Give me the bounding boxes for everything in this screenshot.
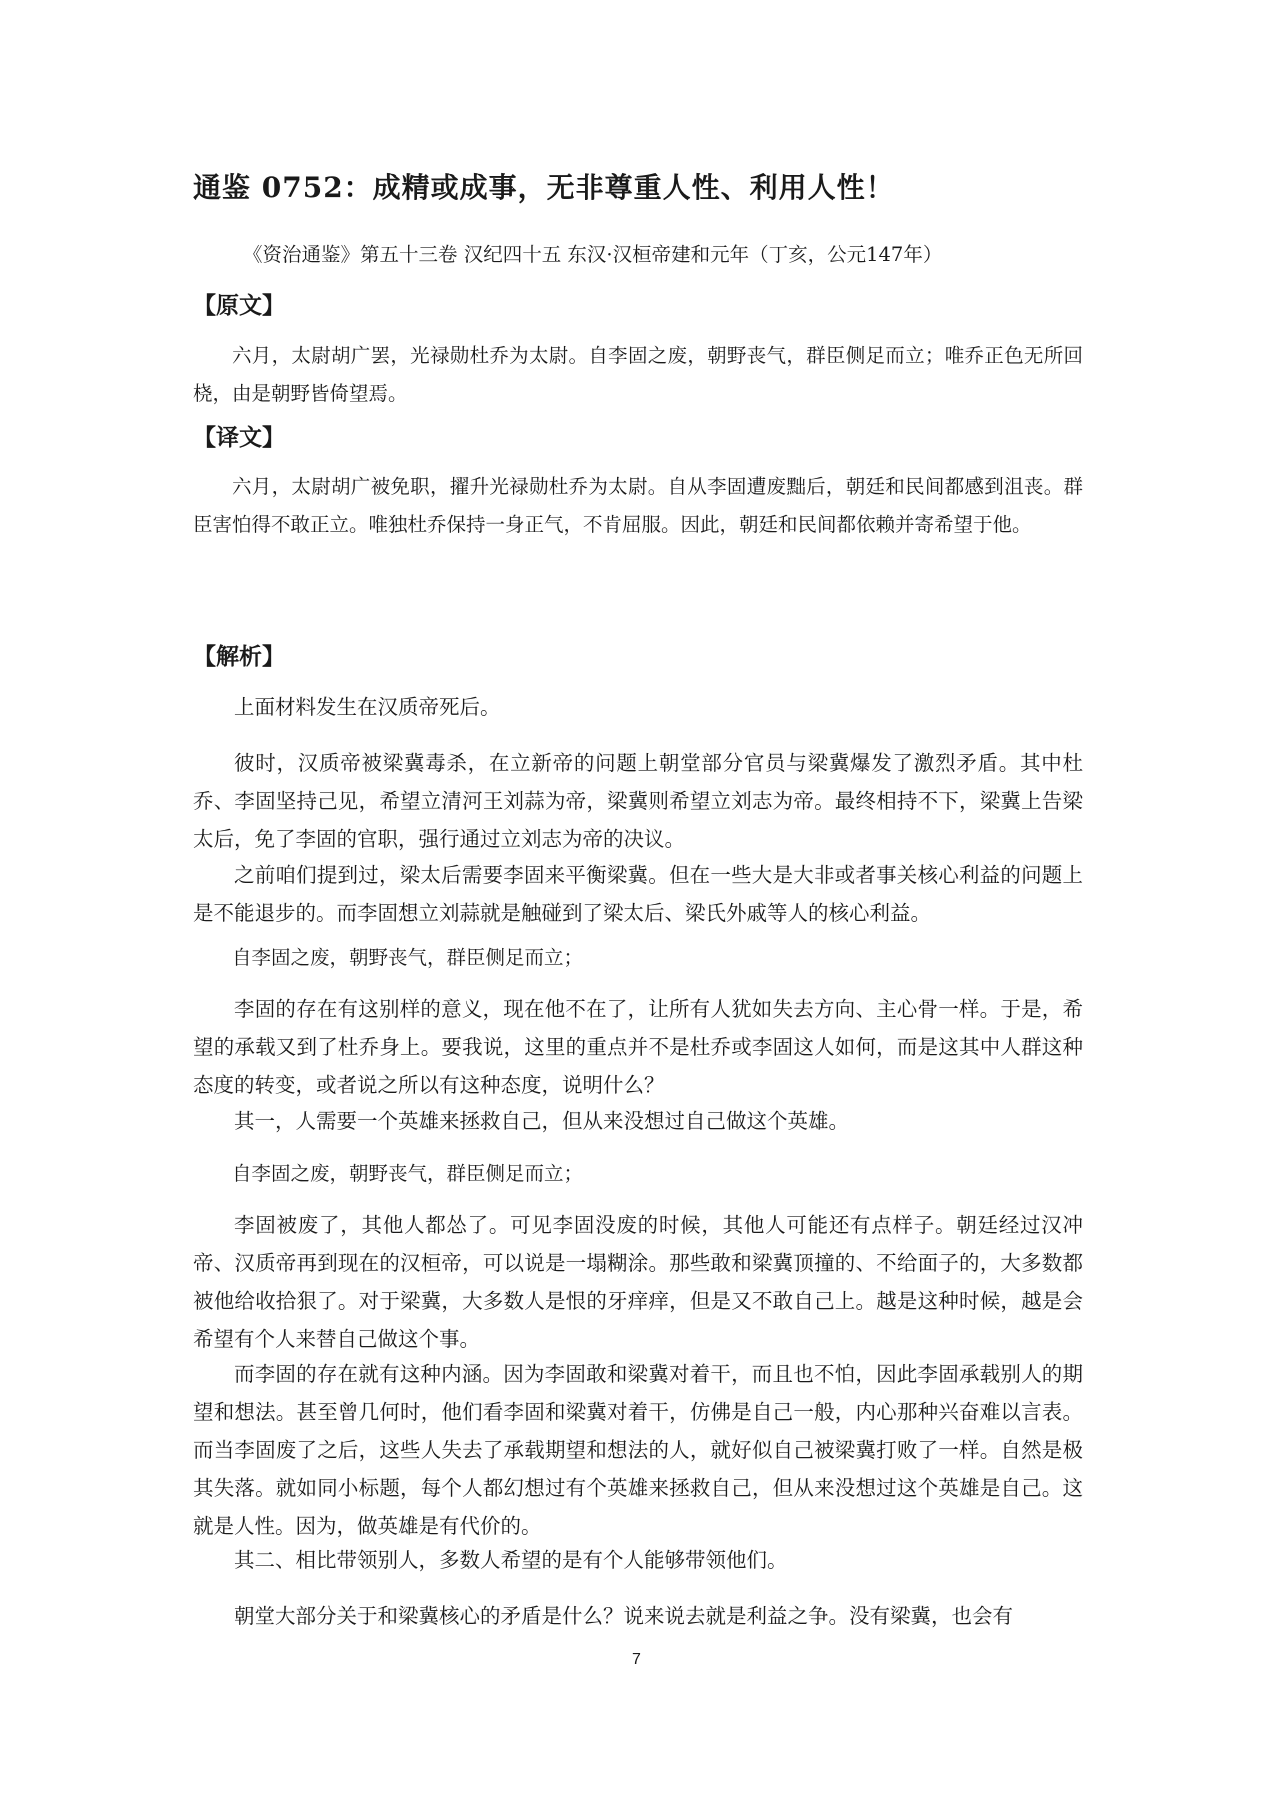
- quote-2: 自李固之废，朝野丧气，群臣侧足而立；: [232, 1162, 584, 1185]
- article-title: 通鉴 0752：成精或成事，无非尊重人性、利用人性！: [193, 171, 895, 204]
- translation-heading: 【译文】: [193, 425, 285, 451]
- analysis-paragraph-1: 上面材料发生在汉质帝死后。: [234, 695, 501, 719]
- source-citation: 《资治通鉴》第五十三卷 汉纪四十五 东汉·汉桓帝建和元年（丁亥，公元147年）: [243, 243, 943, 266]
- original-text-heading: 【原文】: [193, 293, 285, 319]
- analysis-paragraph-8: 其二、相比带领别人，多数人希望的是有个人能够带领他们。: [234, 1548, 788, 1572]
- analysis-paragraph-3: 之前咱们提到过，梁太后需要李固来平衡梁冀。但在一些大是大非或者事关核心利益的问题上是不能退步的。而李固想立刘蒜就是触碰到了梁太后、梁氏外戚等人的核心利益。: [193, 863, 1083, 925]
- page-number: 7: [632, 1651, 641, 1668]
- original-text-paragraph: 六月，太尉胡广罢，光禄勋杜乔为太尉。自李固之废，朝野丧气，群臣侧足而立；唯乔正色无所回桡，由是朝野皆倚望焉。: [193, 344, 1083, 405]
- analysis-paragraph-6: 李固被废了，其他人都怂了。可见李固没废的时候，其他人可能还有点样子。朝廷经过汉冲帝、汉质帝再到现在的汉桓帝，可以说是一塌糊涂。那些敢和梁冀顶撞的、不给面子的，大多数都被他给收拾狠了。对于梁冀，大多数人是恨的牙痒痒，但是又不敢自己上。越是这种时候，越是会希望有个人来替自己做这个事。: [193, 1213, 1083, 1351]
- analysis-heading: 【解析】: [193, 644, 285, 670]
- analysis-paragraph-5: 其一，人需要一个英雄来拯救自己，但从来没想过自己做这个英雄。: [234, 1109, 849, 1133]
- analysis-paragraph-2: 彼时，汉质帝被梁冀毒杀，在立新帝的问题上朝堂部分官员与梁冀爆发了激烈矛盾。其中杜乔、李固坚持己见，希望立清河王刘蒜为帝，梁冀则希望立刘志为帝。最终相持不下，梁冀上告梁太后，免了李固的官职，强行通过立刘志为帝的决议。: [193, 751, 1083, 851]
- analysis-paragraph-9: 朝堂大部分关于和梁冀核心的矛盾是什么？说来说去就是利益之争。没有梁冀，也会有: [234, 1604, 1013, 1628]
- analysis-paragraph-7: 而李固的存在就有这种内涵。因为李固敢和梁冀对着干，而且也不怕，因此李固承载别人的期望和想法。甚至曾几何时，他们看李固和梁冀对着干，仿佛是自己一般，内心那种兴奋难以言表。而当李固废了之后，这些人失去了承载期望和想法的人，就好似自己被梁冀打败了一样。自然是极其失落。就如同小标题，每个人都幻想过有个英雄来拯救自己，但从来没想过这个英雄是自己。这就是人性。因为，做英雄是有代价的。: [193, 1362, 1083, 1538]
- quote-1: 自李固之废，朝野丧气，群臣侧足而立；: [232, 946, 584, 969]
- translation-paragraph: 六月，太尉胡广被免职，擢升光禄勋杜乔为太尉。自从李固遭废黜后，朝廷和民间都感到沮丧。群臣害怕得不敢正立。唯独杜乔保持一身正气，不肯屈服。因此，朝廷和民间都依赖并寄希望于他。: [193, 475, 1083, 536]
- analysis-paragraph-4: 李固的存在有这别样的意义，现在他不在了，让所有人犹如失去方向、主心骨一样。于是，希望的承载又到了杜乔身上。要我说，这里的重点并不是杜乔或李固这人如何，而是这其中人群这种态度的转变，或者说之所以有这种态度，说明什么？: [193, 997, 1083, 1097]
